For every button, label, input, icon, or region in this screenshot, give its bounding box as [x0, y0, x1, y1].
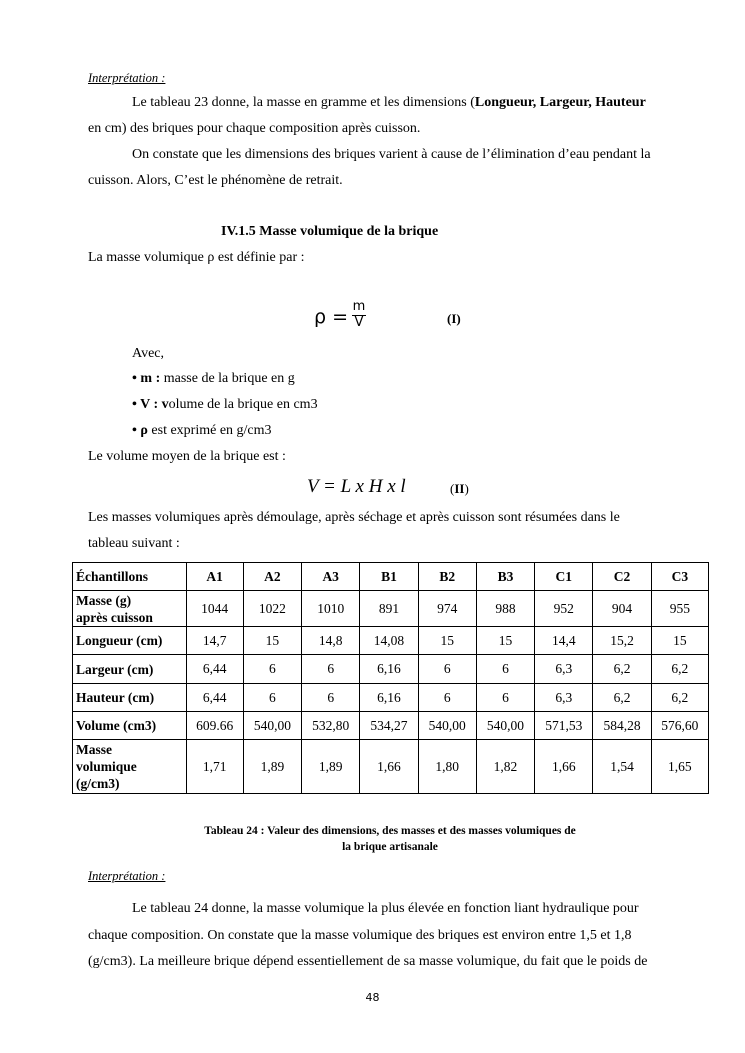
- table-cell: 1,66: [360, 740, 418, 794]
- table-cell: 904: [593, 591, 651, 627]
- table-cell: 1044: [186, 591, 243, 627]
- table-cell: 1,66: [535, 740, 593, 794]
- table-cell: 6: [476, 684, 534, 712]
- table-cell: 609.66: [186, 712, 243, 740]
- section-heading: IV.1.5 Masse volumique de la brique: [221, 224, 439, 239]
- bold-span: Longueur, Largeur, Hauteur: [474, 95, 646, 110]
- formula-volume: V = L x H x l: [307, 476, 406, 497]
- data-table: [72, 562, 709, 794]
- table-cell: 1,65: [651, 740, 708, 794]
- row-label-line: Masse (g): [76, 592, 132, 608]
- header-cell: C3: [651, 563, 708, 591]
- row-label-line: après cuisson: [76, 609, 153, 625]
- row-label: Longueur (cm): [73, 627, 187, 655]
- formula-fraction: [352, 300, 366, 330]
- table-cell: 540,00: [418, 712, 476, 740]
- tag-paren: ): [464, 481, 469, 496]
- table-row: [73, 655, 709, 684]
- table-cell: 6,44: [186, 655, 243, 684]
- table-cell: 15: [418, 627, 476, 655]
- header-cell: C1: [535, 563, 593, 591]
- table-cell: 6: [243, 655, 301, 684]
- table-cell: 1022: [243, 591, 301, 627]
- table-cell: 6,16: [360, 655, 418, 684]
- bullet-bold: • V : v: [132, 397, 169, 412]
- paragraph-line: en cm) des briques pour chaque composition après cuisson.: [88, 121, 421, 136]
- header-cell: C2: [593, 563, 651, 591]
- bullet-item: [132, 371, 295, 387]
- formula-lhs: ρ =: [314, 306, 349, 328]
- table-cell: 1,71: [186, 740, 243, 794]
- table-cell: 14,4: [535, 627, 593, 655]
- table-cell: 6,3: [535, 684, 593, 712]
- avec-text: Avec,: [132, 346, 164, 361]
- row-label-line: (g/cm3): [76, 776, 120, 791]
- row-label-line: volumique: [76, 759, 137, 774]
- interpretation-label: Interprétation :: [88, 869, 166, 883]
- table-cell: 6,2: [651, 684, 708, 712]
- table-cell: 540,00: [243, 712, 301, 740]
- header-cell: B1: [360, 563, 418, 591]
- row-label: Hauteur (cm): [73, 684, 187, 712]
- table-cell: 15: [651, 627, 708, 655]
- interpretation-label: Interprétation :: [88, 71, 166, 85]
- paragraph-line: Le tableau 24 donne, la masse volumique la plus élevée en fonction liant hydraulique pour: [132, 901, 639, 916]
- bullet-item: [132, 397, 318, 413]
- table-cell: 1,82: [476, 740, 534, 794]
- formula-tag: (I): [447, 311, 461, 326]
- table-cell: 988: [476, 591, 534, 627]
- table-cell: 6: [302, 684, 360, 712]
- paragraph-line: cuisson. Alors, C’est le phénomène de retrait.: [88, 173, 343, 188]
- table-cell: 6: [302, 655, 360, 684]
- paragraph-line: [132, 95, 646, 111]
- text-span: Le tableau 23 donne, la masse en gramme et les dimensions (: [132, 95, 475, 110]
- table-cell: 6,2: [593, 655, 651, 684]
- fraction-denominator: V: [352, 315, 366, 330]
- row-label: [73, 591, 187, 627]
- table-row: [73, 740, 709, 794]
- table-cell: 891: [360, 591, 418, 627]
- table-cell: 584,28: [593, 712, 651, 740]
- bullet-item: [132, 423, 272, 439]
- table-intro: tableau suivant :: [88, 536, 180, 551]
- paragraph-line: chaque composition. On constate que la masse volumique des briques est environ entre 1,5 et 1,8: [88, 928, 632, 943]
- page-number: 48: [365, 991, 380, 1004]
- table-cell: 534,27: [360, 712, 418, 740]
- table-row: [73, 627, 709, 655]
- table-cell: 14,7: [186, 627, 243, 655]
- table-cell: 6: [418, 655, 476, 684]
- bullet-text: est exprimé en g/cm3: [147, 423, 272, 438]
- table-cell: 974: [418, 591, 476, 627]
- table-cell: 1,80: [418, 740, 476, 794]
- row-label: Largeur (cm): [73, 655, 187, 684]
- table-cell: 15: [476, 627, 534, 655]
- header-cell: Échantillons: [73, 563, 187, 591]
- table-cell: 1,89: [302, 740, 360, 794]
- definition-text: La masse volumique ρ est définie par :: [88, 250, 305, 265]
- caption-line: Tableau 24 : Valeur des dimensions, des masses et des masses volumiques de: [204, 825, 576, 837]
- caption-line: la brique artisanale: [342, 841, 438, 853]
- table-cell: 1010: [302, 591, 360, 627]
- paragraph-line: (g/cm3). La meilleure brique dépend essentiellement de sa masse volumique, du fait que le poids de: [88, 954, 648, 969]
- table-caption: [150, 823, 630, 855]
- table-cell: 6,3: [535, 655, 593, 684]
- volume-intro: Le volume moyen de la brique est :: [88, 449, 286, 464]
- table-row: [73, 684, 709, 712]
- header-cell: B2: [418, 563, 476, 591]
- tag-paren: (: [450, 481, 455, 496]
- table-cell: 6,2: [651, 655, 708, 684]
- header-cell: A1: [186, 563, 243, 591]
- table-row: [73, 591, 709, 627]
- table-cell: 571,53: [535, 712, 593, 740]
- table-cell: 15,2: [593, 627, 651, 655]
- bullet-bold: • m :: [132, 371, 161, 386]
- table-cell: 14,08: [360, 627, 418, 655]
- table-cell: 1,89: [243, 740, 301, 794]
- table-header-row: [73, 563, 709, 591]
- table-cell: 6: [476, 655, 534, 684]
- header-cell: A3: [302, 563, 360, 591]
- table-cell: 532,80: [302, 712, 360, 740]
- formula-tag: [450, 481, 469, 497]
- table-intro: Les masses volumiques après démoulage, après séchage et après cuisson sont résumées dans le: [88, 510, 620, 525]
- fraction-numerator: m: [352, 299, 366, 314]
- table-cell: 1,54: [593, 740, 651, 794]
- row-label: [73, 740, 187, 794]
- table-cell: 6: [243, 684, 301, 712]
- table-cell: 6,2: [593, 684, 651, 712]
- row-label-line: Masse: [76, 742, 112, 757]
- header-cell: A2: [243, 563, 301, 591]
- table-cell: 6: [418, 684, 476, 712]
- table-cell: 15: [243, 627, 301, 655]
- table-cell: 6,44: [186, 684, 243, 712]
- bullet-text: olume de la brique en cm3: [168, 397, 318, 412]
- bullet-text: masse de la brique en g: [160, 371, 295, 386]
- table-cell: 955: [651, 591, 708, 627]
- row-label: Volume (cm3): [73, 712, 187, 740]
- header-cell: B3: [476, 563, 534, 591]
- table-cell: 952: [535, 591, 593, 627]
- table-row: [73, 712, 709, 740]
- table-cell: 14,8: [302, 627, 360, 655]
- paragraph-line: On constate que les dimensions des briques varient à cause de l’élimination d’eau pendant la: [132, 147, 651, 162]
- table-cell: 576,60: [651, 712, 708, 740]
- bullet-bold: • ρ: [132, 423, 148, 438]
- tag-number: II: [454, 481, 465, 496]
- table-cell: 540,00: [476, 712, 534, 740]
- table-cell: 6,16: [360, 684, 418, 712]
